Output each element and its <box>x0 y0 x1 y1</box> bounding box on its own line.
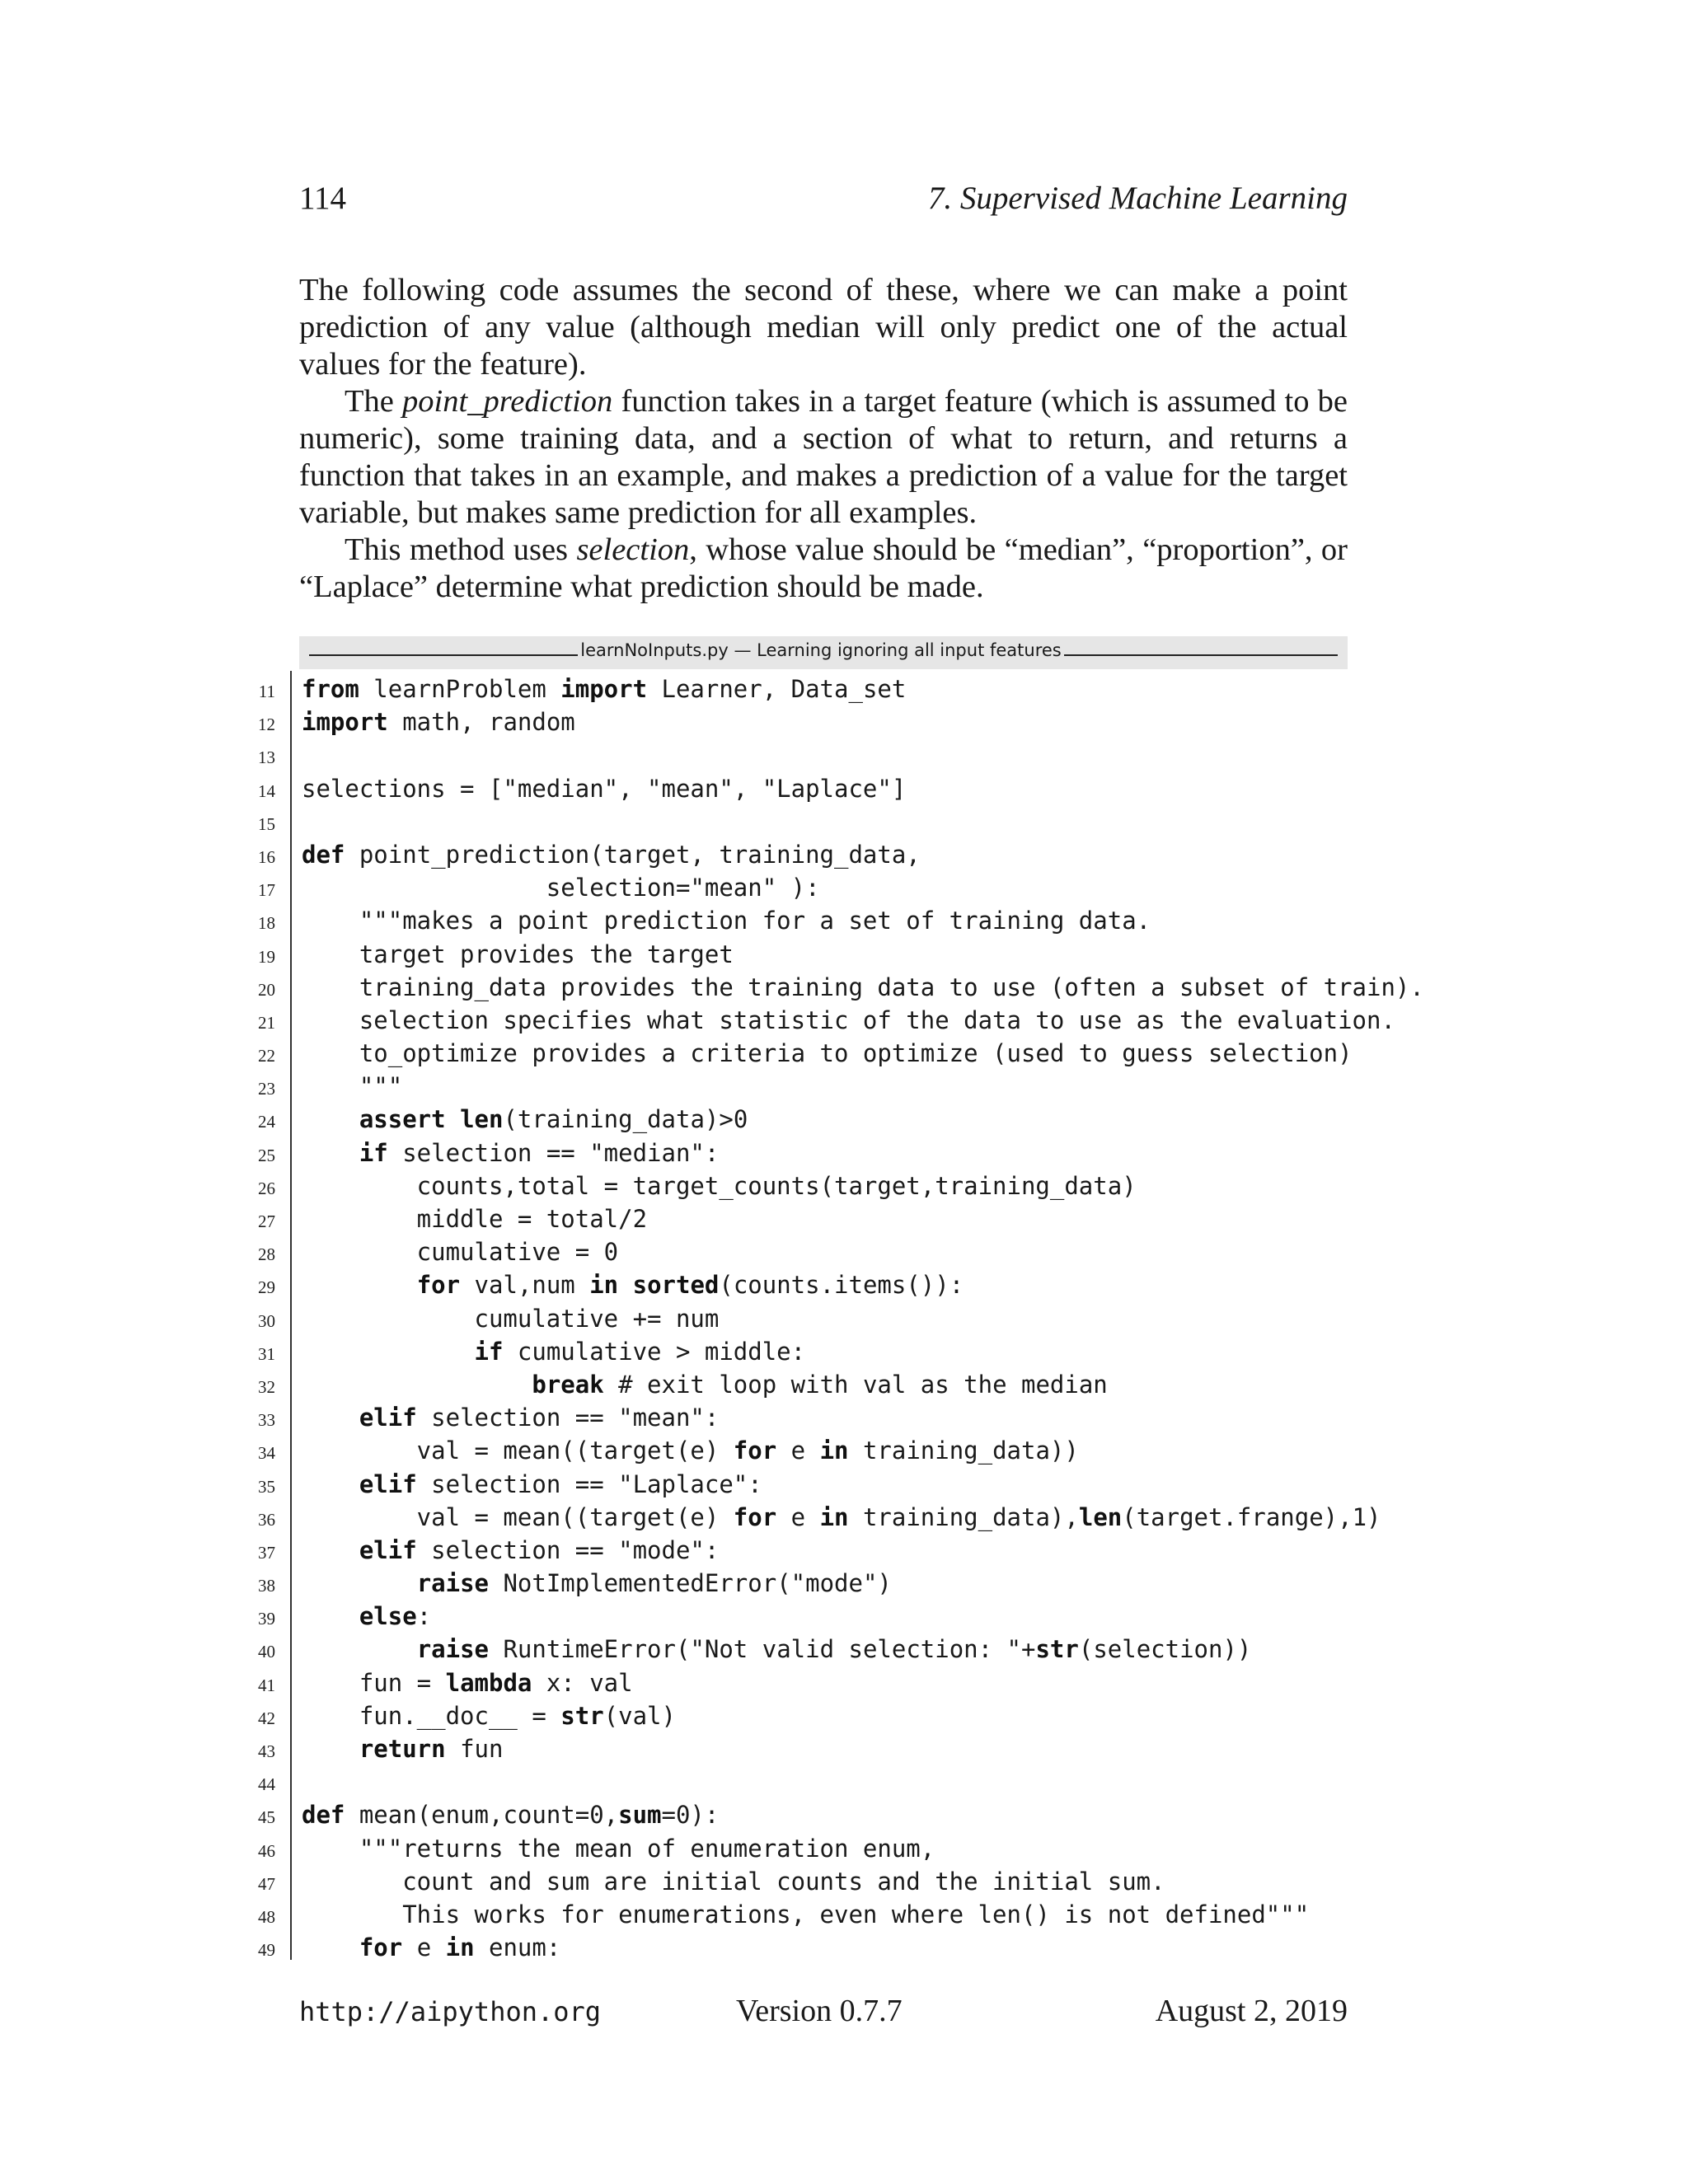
body-text <box>299 272 1348 606</box>
footer-version: Version 0.7.7 <box>736 1994 903 2028</box>
code-text: for val,num in sorted(counts.items()): <box>416 1271 964 1300</box>
code-line <box>239 1137 1442 1169</box>
footer-url: http://aipython.org <box>299 1996 602 2027</box>
code-line <box>239 1368 1442 1401</box>
line-number: 27 <box>258 1212 275 1231</box>
code-text: raise RuntimeError("Not valid selection: "+str(selection)) <box>416 1635 1252 1664</box>
code-line <box>239 1798 1442 1831</box>
code-line <box>239 1567 1442 1600</box>
code-line <box>239 1434 1442 1467</box>
code-line <box>239 971 1442 1004</box>
code-text: def point_prediction(target, training_data, <box>302 840 921 869</box>
code-text: """returns the mean of enumeration enum, <box>302 1834 935 1863</box>
paragraph-2 <box>299 383 1348 532</box>
code-text: assert len(training_data)>0 <box>359 1105 748 1134</box>
line-number: 40 <box>258 1642 275 1662</box>
line-number: 38 <box>258 1576 275 1596</box>
code-text: elif selection == "Laplace": <box>359 1469 762 1498</box>
line-number: 28 <box>258 1244 275 1265</box>
code-line <box>239 1468 1442 1501</box>
code-line <box>239 1335 1442 1368</box>
line-number: 46 <box>258 1840 275 1861</box>
selection-emphasis: selection <box>576 532 690 567</box>
line-number: 25 <box>258 1145 275 1165</box>
line-number: 44 <box>258 1774 275 1795</box>
line-number: 49 <box>258 1940 275 1961</box>
code-line <box>239 1401 1442 1434</box>
code-text: return fun <box>359 1735 504 1763</box>
code-line <box>239 1765 1442 1798</box>
line-number: 22 <box>258 1046 275 1066</box>
code-line <box>239 1235 1442 1268</box>
paragraph-2-rest: function takes in a target feature (which is assumed to be numeric), some training data, and a section of what to return, and returns a function that takes in an example, and makes a prediction of a value for the target variable, but makes same prediction for all examples. <box>299 384 1348 530</box>
code-text: selection specifies what statistic of the data to use as the evaluation. <box>302 1005 1395 1034</box>
code-line <box>239 1103 1442 1136</box>
caption-rule-left <box>309 654 578 656</box>
code-text: counts,total = target_counts(target,training_data) <box>302 1171 1137 1200</box>
code-text: selections = ["median", "mean", "Laplace"] <box>302 774 907 803</box>
code-text: training_data provides the training data to use (often a subset of train). <box>302 972 1424 1001</box>
line-number: 18 <box>258 913 275 934</box>
code-line <box>239 1600 1442 1633</box>
code-line <box>239 1169 1442 1202</box>
code-line <box>239 1004 1442 1037</box>
code-text: """makes a point prediction for a set of training data. <box>302 907 1151 935</box>
code-text: val = mean((target(e) for e in training_data),len(target.frange),1) <box>302 1502 1381 1531</box>
line-number: 31 <box>258 1343 275 1364</box>
line-number: 13 <box>258 748 275 768</box>
code-line <box>239 1268 1442 1301</box>
caption-rule-right <box>1064 654 1338 656</box>
paragraph-3-start: This method uses <box>345 532 577 567</box>
code-line <box>239 1666 1442 1699</box>
code-line <box>239 1202 1442 1235</box>
line-number: 43 <box>258 1741 275 1761</box>
paragraph-1: The following code assumes the second of these, where we can make a point prediction of any value (although median will only predict one of the actual values for the feature). <box>299 273 1348 382</box>
page-header <box>299 180 1348 226</box>
code-line <box>239 1534 1442 1567</box>
code-line <box>239 1302 1442 1335</box>
line-number: 14 <box>258 780 275 801</box>
code-line <box>239 938 1442 971</box>
line-number: 33 <box>258 1410 275 1431</box>
line-number: 34 <box>258 1443 275 1464</box>
code-line <box>239 705 1442 738</box>
function-name-emphasis: point_prediction <box>402 384 613 419</box>
code-text: elif selection == "mode": <box>359 1535 720 1564</box>
code-line <box>239 1501 1442 1534</box>
code-text: break # exit loop with val as the median <box>532 1370 1108 1399</box>
line-number: 23 <box>258 1079 275 1099</box>
line-number: 32 <box>258 1376 275 1397</box>
line-number: 36 <box>258 1509 275 1530</box>
code-line <box>239 805 1442 838</box>
line-number: 42 <box>258 1708 275 1728</box>
line-number: 17 <box>258 880 275 901</box>
footer-date: August 2, 2019 <box>1155 1994 1348 2028</box>
code-text: """ <box>302 1072 403 1101</box>
code-text: selection="mean" ): <box>302 874 820 902</box>
line-number: 29 <box>258 1277 275 1298</box>
code-text: raise NotImplementedError("mode") <box>416 1569 892 1598</box>
line-number: 21 <box>258 1012 275 1033</box>
page-footer <box>299 1993 1348 2034</box>
code-line <box>239 1931 1442 1964</box>
code-text: elif selection == "mean": <box>359 1404 720 1432</box>
code-line <box>239 1070 1442 1103</box>
code-line <box>239 871 1442 904</box>
code-caption: learnNoInputs.py — Learning ignoring all input features <box>580 640 1062 660</box>
code-text: cumulative = 0 <box>302 1238 619 1267</box>
code-text: import math, random <box>302 708 575 737</box>
line-number: 30 <box>258 1310 275 1331</box>
code-line <box>239 772 1442 805</box>
code-text: This works for enumerations, even where len() is not defined""" <box>302 1900 1310 1929</box>
line-number: 37 <box>258 1542 275 1563</box>
code-text: else: <box>359 1602 432 1631</box>
code-text: for e in enum: <box>359 1933 561 1962</box>
line-number: 41 <box>258 1675 275 1695</box>
code-line <box>239 838 1442 871</box>
line-number: 24 <box>258 1112 275 1132</box>
code-text: target provides the target <box>302 940 734 968</box>
code-line <box>239 1865 1442 1898</box>
code-text: to_optimize provides a criteria to optimize (used to guess selection) <box>302 1039 1353 1068</box>
line-number: 26 <box>258 1178 275 1198</box>
code-text: fun.__doc__ = str(val) <box>302 1701 676 1730</box>
code-text: middle = total/2 <box>302 1205 648 1233</box>
code-line <box>239 1037 1442 1070</box>
code-line <box>239 1732 1442 1765</box>
code-line <box>239 673 1442 705</box>
code-text: fun = lambda x: val <box>302 1668 633 1697</box>
line-number: 11 <box>258 682 275 701</box>
code-listing <box>239 673 1442 1964</box>
line-number: 45 <box>258 1807 275 1828</box>
line-number: 35 <box>258 1476 275 1497</box>
code-text: count and sum are initial counts and the initial sum. <box>302 1867 1165 1896</box>
line-number: 48 <box>258 1906 275 1927</box>
code-line <box>239 1699 1442 1732</box>
code-line <box>239 1898 1442 1931</box>
paragraph-2-start: The <box>345 384 403 419</box>
line-number: 19 <box>258 946 275 967</box>
code-text: cumulative += num <box>302 1304 720 1333</box>
code-text: if selection == "median": <box>359 1138 720 1167</box>
chapter-title: 7. Supervised Machine Learning <box>927 180 1348 216</box>
code-text: if cumulative > middle: <box>474 1337 806 1366</box>
line-number: 15 <box>258 813 275 834</box>
code-text: from learnProblem import Learner, Data_set <box>302 675 907 703</box>
code-line <box>239 738 1442 771</box>
code-text: val = mean((target(e) for e in training_data)) <box>302 1436 1079 1465</box>
line-number: 12 <box>258 715 275 735</box>
code-line <box>239 1633 1442 1666</box>
page-number: 114 <box>299 180 347 216</box>
code-line <box>239 1832 1442 1865</box>
code-line <box>239 904 1442 937</box>
line-number: 47 <box>258 1873 275 1894</box>
line-number: 20 <box>258 979 275 1000</box>
paragraph-3 <box>299 532 1348 606</box>
line-number: 16 <box>258 846 275 867</box>
paragraph-3-rest: , whose value should be “median”, “proportion”, or “Laplace” determine what prediction should be made. <box>299 532 1348 604</box>
line-number: 39 <box>258 1609 275 1629</box>
code-text: def mean(enum,count=0,sum=0): <box>302 1801 720 1830</box>
code-caption-bar <box>299 636 1348 669</box>
